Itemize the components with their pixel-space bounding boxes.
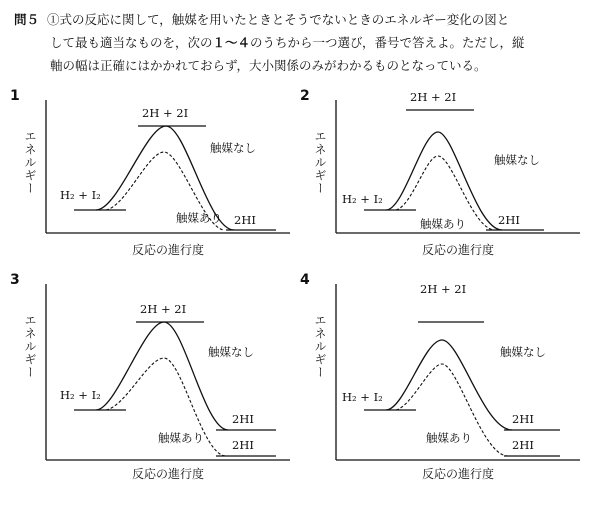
- x-axis-label: 反応の進行度: [422, 243, 495, 257]
- intermediate-label: 2H + 2I: [142, 106, 189, 120]
- option-panel-1: [8, 88, 298, 288]
- x-axis-label: 反応の進行度: [132, 467, 205, 481]
- y-axis-label: エネルギー: [23, 130, 37, 195]
- product-label-with-catalyst: 2HI: [512, 438, 534, 452]
- panel-number: 1: [10, 88, 20, 104]
- y-axis-label: エネルギー: [23, 314, 37, 379]
- choice-range: １～４: [212, 35, 251, 50]
- no-catalyst-label: 触媒なし: [494, 153, 540, 167]
- product-label: 2HI: [234, 213, 256, 227]
- intermediate-label: 2H + 2I: [420, 282, 467, 296]
- panel-number: 3: [10, 272, 20, 288]
- question-line-2: して最も適当なものを，次の１～４のうちから一つ選び，番号で答えよ。ただし，縦: [50, 35, 525, 50]
- curve-no-catalyst: [96, 322, 228, 430]
- no-catalyst-label: 触媒なし: [208, 345, 254, 359]
- reactant-label: H₂ + I₂: [60, 188, 101, 202]
- energy-diagram-2: [298, 88, 588, 288]
- y-axis-label: エネルギー: [313, 314, 327, 379]
- no-catalyst-label: 触媒なし: [500, 345, 546, 359]
- question-number: 問５: [14, 12, 40, 27]
- option-panel-4: [298, 272, 588, 481]
- product-label-with-catalyst: 2HI: [232, 438, 254, 452]
- panel-number: 4: [300, 272, 310, 288]
- question-line-3: 軸の幅は正確にはかかれておらず，大小関係のみがわかるものとなっている。: [50, 58, 487, 73]
- with-catalyst-label: 触媒あり: [158, 431, 204, 445]
- intermediate-label: 2H + 2I: [410, 90, 457, 104]
- product-label: 2HI: [498, 213, 520, 227]
- no-catalyst-label: 触媒なし: [210, 141, 256, 155]
- product-label-no-catalyst: 2HI: [512, 412, 534, 426]
- reactant-label: H₂ + I₂: [342, 390, 383, 404]
- panel-number: 2: [300, 88, 310, 104]
- with-catalyst-label: 触媒あり: [420, 217, 466, 231]
- option-panel-2: [298, 88, 588, 288]
- y-axis-label: エネルギー: [313, 130, 327, 195]
- x-axis-label: 反応の進行度: [422, 467, 495, 481]
- with-catalyst-label: 触媒あり: [426, 431, 472, 445]
- product-label-no-catalyst: 2HI: [232, 412, 254, 426]
- curve-no-catalyst: [386, 340, 512, 430]
- with-catalyst-label: 触媒あり: [176, 211, 222, 225]
- option-panel-3: [8, 272, 298, 481]
- x-axis-label: 反応の進行度: [132, 243, 205, 257]
- reactant-label: H₂ + I₂: [342, 192, 383, 206]
- intermediate-label: 2H + 2I: [140, 302, 187, 316]
- question-text: [14, 8, 590, 77]
- question-line-1: 問５ ①式の反応に関して，触媒を用いたときとそうでないときのエネルギー変化の図と: [14, 12, 510, 27]
- reactant-label: H₂ + I₂: [60, 388, 101, 402]
